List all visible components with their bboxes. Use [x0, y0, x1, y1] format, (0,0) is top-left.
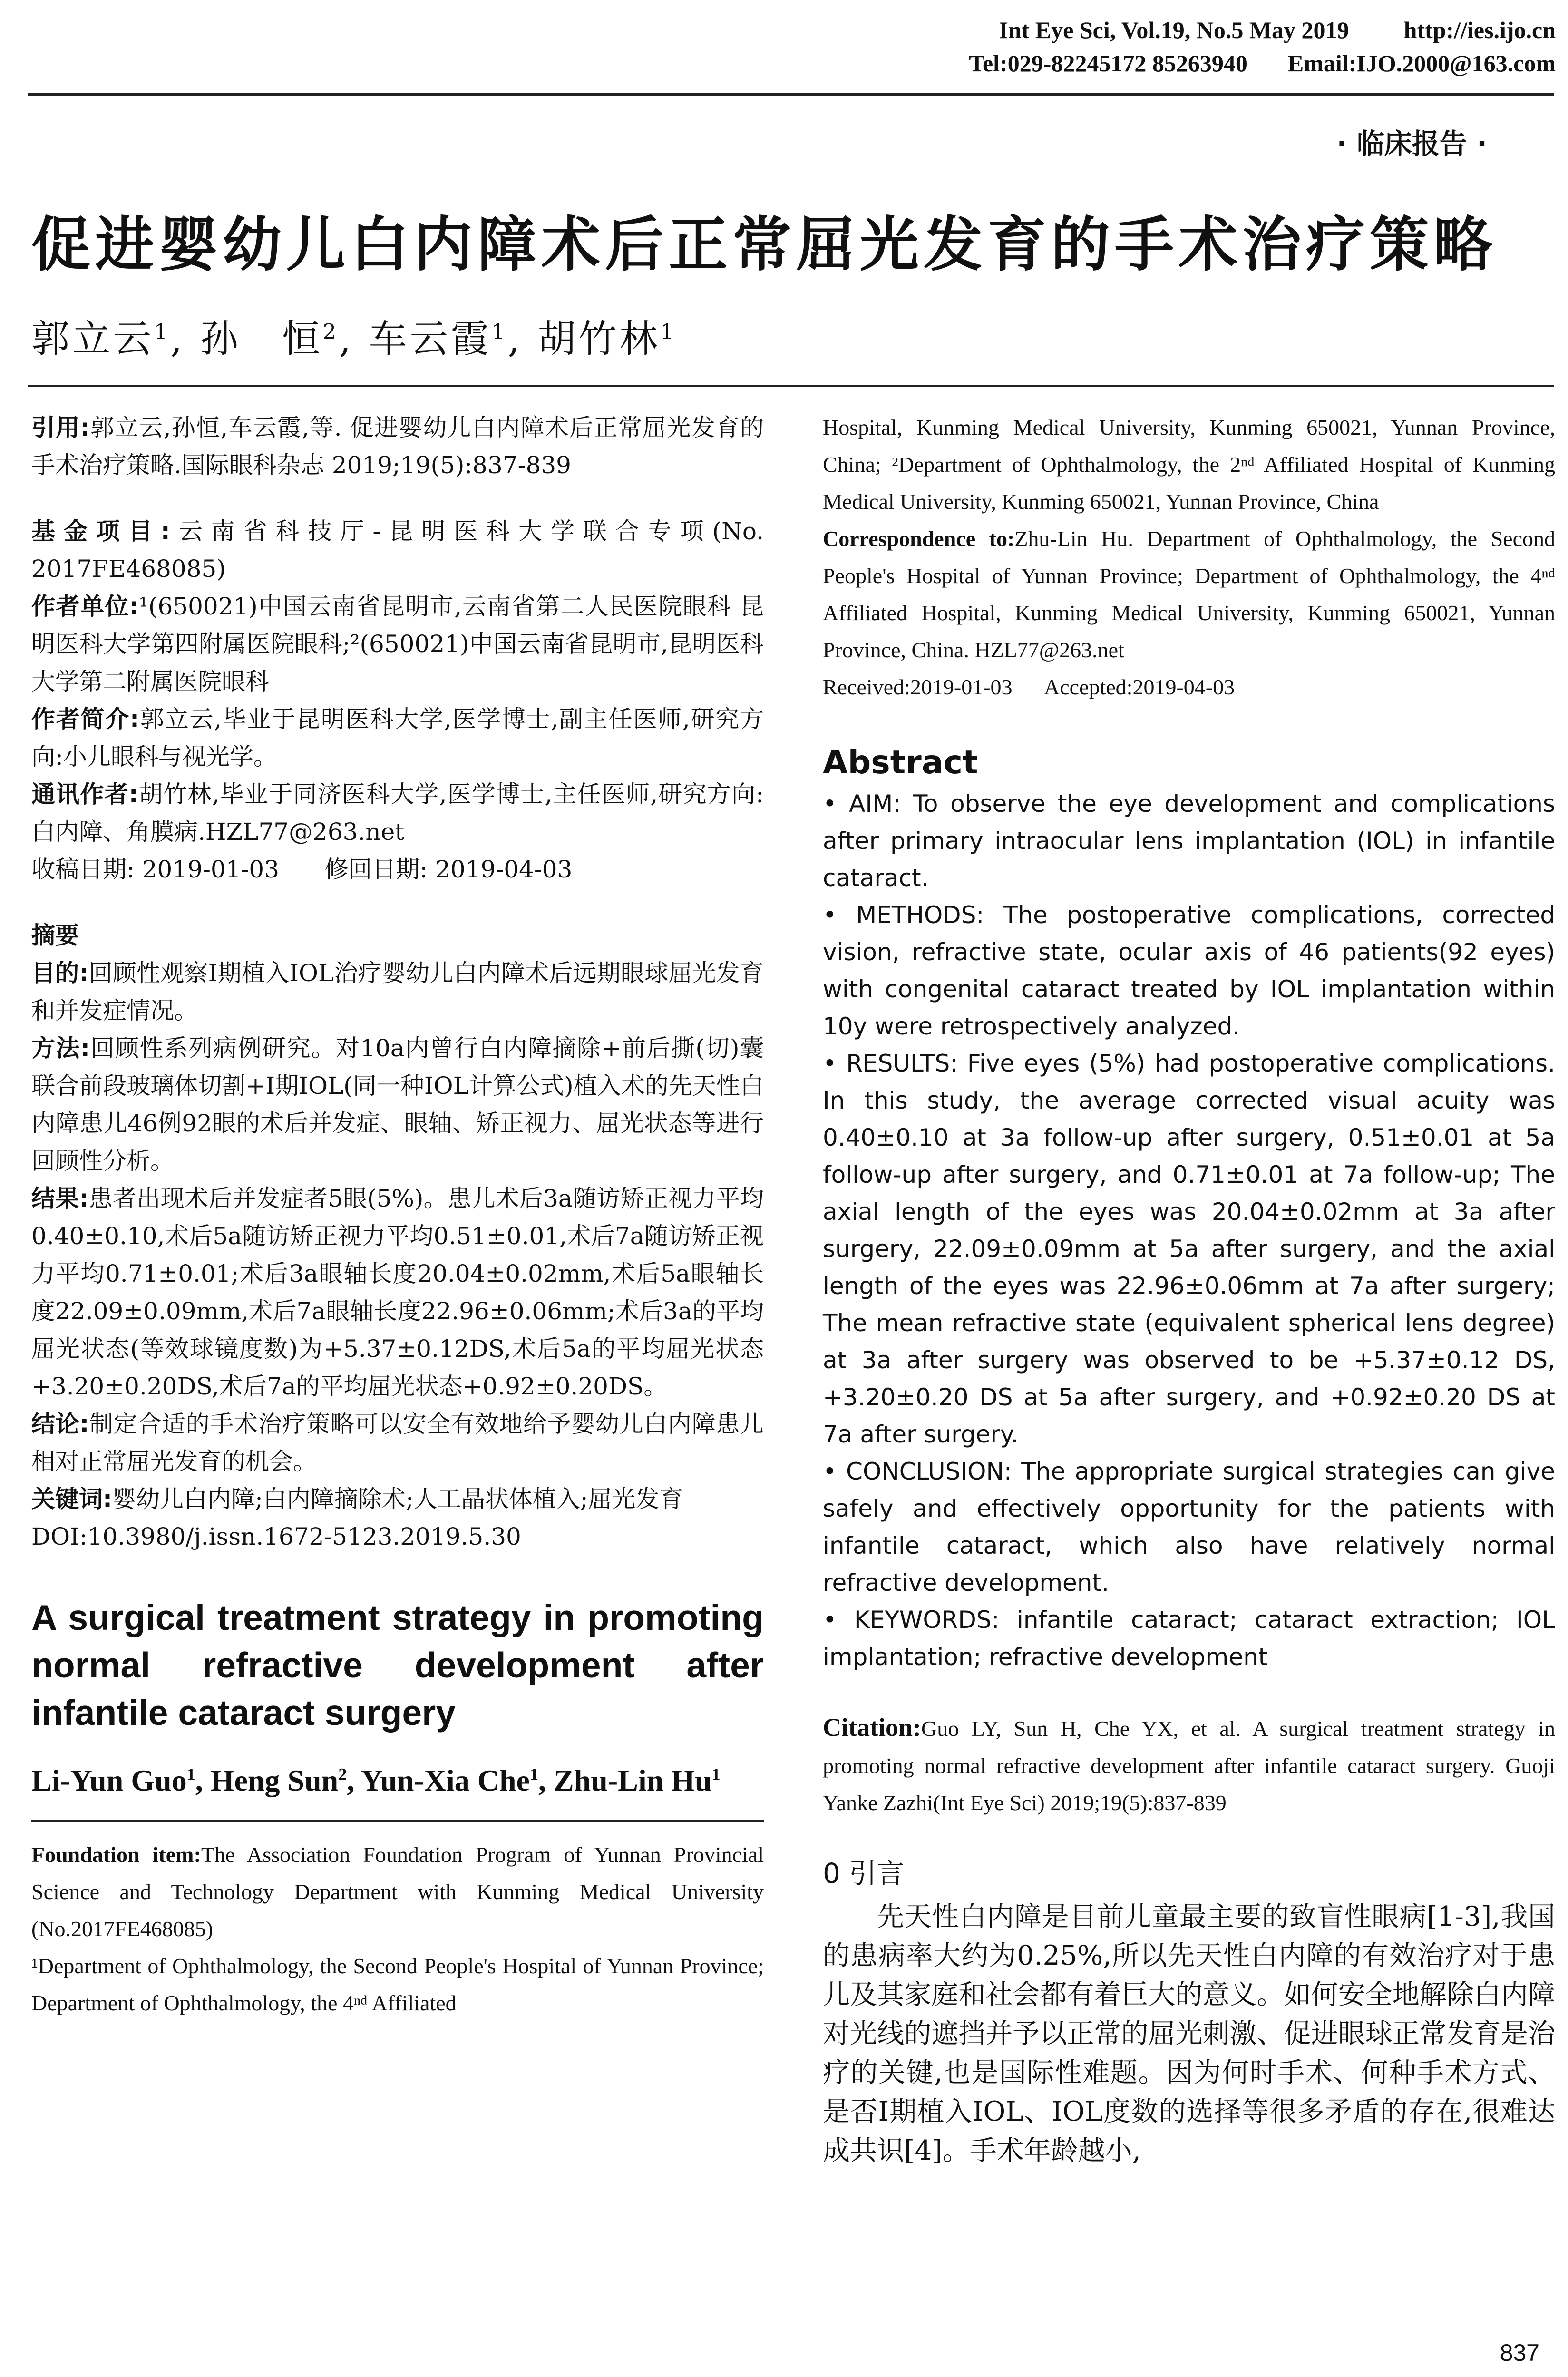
affiliation-en-1: ¹Department of Ophthalmology, the Second People's Hospital of Yunnan Province; Department of Ophthalmology, the 4ⁿᵈ Affiliated [31, 1954, 764, 2015]
abstract-aim: • AIM: To observe the eye development and complications after primary intraocular lens implantation (IOL) in infantile cataract. [823, 790, 1555, 892]
abstract-conclusion: • CONCLUSION: The appropriate surgical strategies can give safely and effectively opportunity for the patients with infantile cataract, which also have relatively normal refractive development. [823, 1458, 1555, 1597]
header-rule [28, 93, 1554, 96]
running-header-line2 [969, 48, 1556, 79]
footnote-rule [31, 1820, 764, 1822]
affiliation-en-2: Hospital, Kunming Medical University, Kunming 650021, Yunnan Province, China; ²Department of Ophthalmology, the 2ⁿᵈ Affiliated Hospital of Kunming Medical University, Kunming 650021, Yunnan Province, China [823, 415, 1555, 514]
author-cn: 车云霞 [369, 317, 492, 361]
page-number: 837 [1500, 2339, 1539, 2366]
unit-cn: 作者单位:¹(650021)中国云南省昆明市,云南省第二人民医院眼科 昆明医科大学第四附属医院眼科;²(650021)中国云南省昆明市,昆明医科大学第二附属医院眼科 [31, 593, 764, 695]
intro-heading: 0 引言 [823, 1857, 905, 1890]
right-column [823, 409, 1555, 2170]
journal-issue: Int Eye Sci, Vol.19, No.5 May 2019 [999, 17, 1349, 43]
aim-cn: 目的:回顾性观察Ⅰ期植入IOL治疗婴幼儿白内障术后远期眼球屈光发育和并发症情况。 [31, 959, 764, 1024]
author-cn: 胡竹林 [537, 317, 661, 361]
intro-paragraph: 先天性白内障是目前儿童最主要的致盲性眼病[1-3],我国的患病率大约为0.25%,所以先天性白内障的有效治疗对于患儿及其家庭和社会都有着巨大的意义。如何安全地解除白内障对光线的遮挡并予以正常的屈光刺激、促进眼球正常发育是治疗的关键,也是国际性难题。因为何时手术、何种手术方式、是否Ⅰ期植入IOL、IOL度数的选择等很多矛盾的存在,很难达成共识[4]。手术年龄越小, [823, 1901, 1555, 2166]
abstract-keywords: • KEYWORDS: infantile cataract; cataract extraction; IOL implantation; refractive development [823, 1606, 1555, 1671]
running-header-line1 [999, 14, 1556, 46]
keywords-cn: 关键词:婴幼儿白内障;白内障摘除术;人工晶状体植入;屈光发育 [31, 1485, 683, 1513]
dates-cn: 收稿日期: 2019-01-03 修回日期: 2019-04-03 [31, 856, 573, 883]
methods-cn: 方法:回顾性系列病例研究。对10a内曾行白内障摘除+前后撕(切)囊联合前段玻璃体切割+Ⅰ期IOL(同一种IOL计算公式)植入术的先天性白内障患儿46例92眼的术后并发症、眼轴、矫正视力、屈光状态等进行回顾性分析。 [31, 1034, 764, 1175]
citation-en: Citation:Guo LY, Sun H, Che YX, et al. A surgical treatment strategy in promoting normal refractive development after infantile cataract surgery. Guoji Yanke Zazhi(Int Eye Sci) 2019;19(5):837-839 [823, 1713, 1555, 1815]
citation-cn: 引用:郭立云,孙恒,车云霞,等. 促进婴幼儿白内障术后正常屈光发育的手术治疗策略.国际眼科杂志 2019;19(5):837-839 [31, 414, 764, 479]
abstract-methods: • METHODS: The postoperative complications, corrected vision, refractive state, ocular axis of 46 patients(92 eyes) with congenital cataract treated by IOL implantation within 10y were retrospectively analyzed. [823, 901, 1555, 1040]
foundation-en: Foundation item:The Association Foundation Program of Yunnan Provincial Science and Technology Department with Kunming Medical University (No.2017FE468085) [31, 1842, 764, 1941]
author-cn: 孙 恒 [200, 317, 323, 361]
abstract-results: • RESULTS: Five eyes (5%) had postoperative complications. In this study, the average corrected visual acuity was 0.40±0.10 at 3a follow-up after surgery, 0.51±0.01 at 5a follow-up after surgery, and 0.71±0.01 at 7a follow-up; The axial length of the eyes was 20.04±0.02mm at 3a after surgery, 22.09±0.09mm at 5a after surgery, and the axial length of the eyes was 22.96±0.06mm at 7a after surgery; The mean refractive state (equivalent spherical lens degree) at 3a after surgery was observed to be +5.37±0.12 DS, +3.20±0.20 DS at 5a after surgery, and +0.92±0.20 DS at 7a after surgery. [823, 1050, 1555, 1448]
left-column [31, 409, 764, 2022]
journal-email[interactable]: Email:IJO.2000@163.com [1287, 50, 1556, 77]
results-cn: 结果:患者出现术后并发症者5眼(5%)。患儿术后3a随访矫正视力平均0.40±0.10,术后5a随访矫正视力平均0.51±0.01,术后7a随访矫正视力平均0.71±0.01;术后3a眼轴长度20.04±0.02mm,术后5a眼轴长度22.09±0.09mm,术后7a眼轴长度22.96±0.06mm;术后3a的平均屈光状态(等效球镜度数)为+5.37±0.12DS,术后5a的平均屈光状态+3.20±0.20DS,术后7a的平均屈光状态+0.92±0.20DS。 [31, 1185, 764, 1400]
title-rule [28, 385, 1554, 387]
section-label: · 临床报告 · [1336, 127, 1487, 160]
journal-url[interactable]: http://ies.ijo.cn [1403, 17, 1556, 43]
authors-en: Li-Yun Guo$^1$, Heng Sun$^2$, Yun-Xia Che$^1$, Zhu-Lin Hu$^1$ [31, 1763, 721, 1797]
article-title-en: A surgical treatment strategy in promoting normal refractive development after infantile cataract surgery [31, 1598, 764, 1733]
correspondence-en: Correspondence to:Zhu-Lin Hu. Department of Ophthalmology, the Second People's Hospital of Yunnan Province; Department of Ophthalmology, the 4ⁿᵈ Affiliated Hospital, Kunming Medical University, Kunming 650021, Yunnan Province, China. HZL77@263.net [823, 526, 1555, 662]
bio-cn: 作者简介:郭立云,毕业于昆明医科大学,医学博士,副主任医师,研究方向:小儿眼科与视光学。 [31, 705, 764, 770]
abstract-heading-en: Abstract [823, 744, 978, 781]
doi[interactable]: DOI:10.3980/j.issn.1672-5123.2019.5.30 [31, 1523, 521, 1550]
conclusion-cn: 结论:制定合适的手术治疗策略可以安全有效地给予婴幼儿白内障患儿相对正常屈光发育的机会。 [31, 1410, 764, 1475]
authors-cn: 郭立云$^1$, 孙 恒$^2$, 车云霞$^1$, 胡竹林$^1$ [31, 317, 677, 361]
journal-tel: Tel:029-82245172 85263940 [969, 50, 1247, 77]
corr-cn: 通讯作者:胡竹林,毕业于同济医科大学,医学博士,主任医师,研究方向:白内障、角膜病.HZL77@263.net [31, 780, 764, 846]
author-cn: 郭立云 [31, 317, 154, 361]
article-title-cn: 促进婴幼儿白内障术后正常屈光发育的手术治疗策略 [31, 211, 1498, 279]
received-dates: Received:2019-01-03 Accepted:2019-04-03 [823, 675, 1235, 699]
abstract-heading-cn: 摘要 [31, 922, 79, 949]
fund-cn: 基金项目:云南省科技厅-昆明医科大学联合专项(No. 2017FE468085) [31, 517, 764, 583]
